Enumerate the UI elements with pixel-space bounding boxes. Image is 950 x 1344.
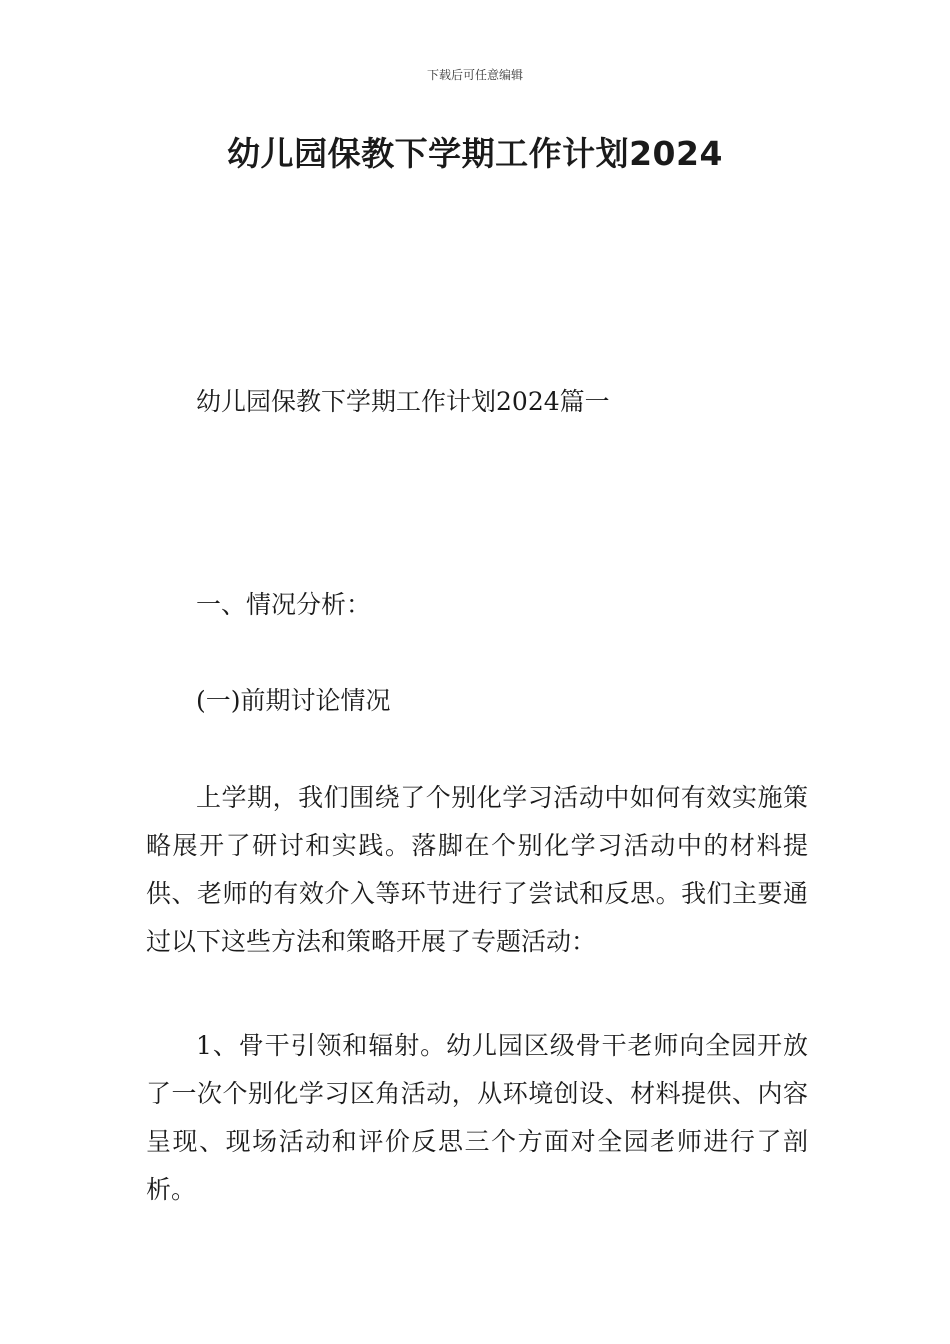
header-note: 下载后可任意编辑 [426, 68, 523, 82]
document-subtitle: 幼儿园保教下学期工作计划2024篇一 [196, 387, 610, 416]
body-paragraph-1: 上学期，我们围绕了个别化学习活动中如何有效实施策略展开了研讨和实践。落脚在个别化学习活动中的材料提供、老师的有效介入等环节进行了尝试和反思。我们主要通过以下这些方法和策略开展了专题活动： [146, 783, 808, 956]
section-heading: 一、情况分析： [196, 590, 372, 619]
subsection-heading: (一)前期讨论情况 [196, 686, 391, 715]
document-title: 幼儿园保教下学期工作计划2024 [227, 134, 723, 173]
body-paragraph-2: 1、骨干引领和辐射。幼儿园区级骨干老师向全园开放了一次个别化学习区角活动，从环境创设、材料提供、内容呈现、现场活动和评价反思三个方面对全园老师进行了剖析。 [146, 1031, 808, 1204]
